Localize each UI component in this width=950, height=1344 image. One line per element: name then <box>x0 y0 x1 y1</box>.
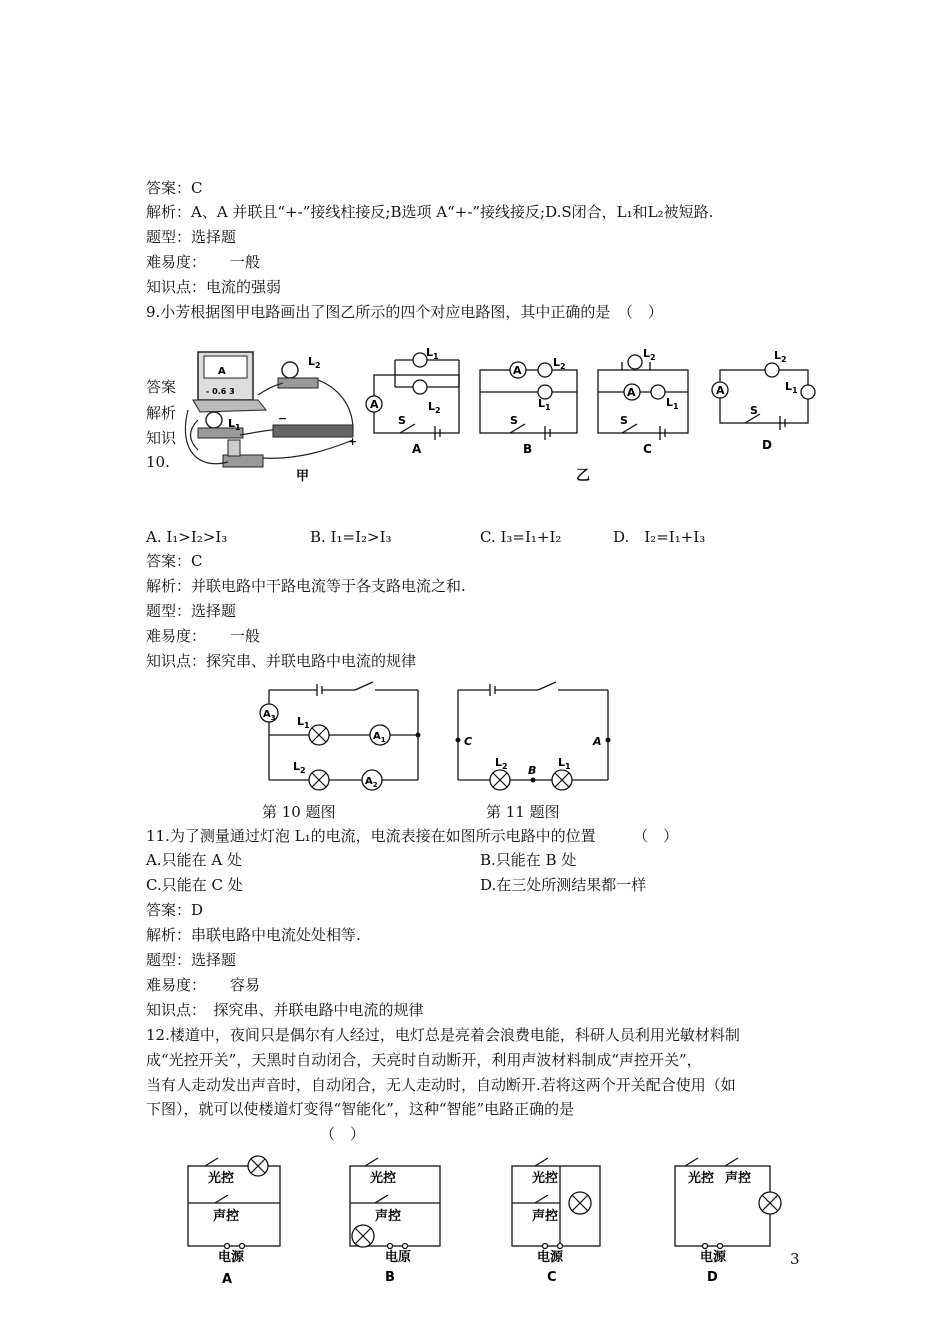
q11-fig-caption: 第 11 题图 <box>486 803 560 821</box>
q12-b-sound: 声控 <box>375 1209 402 1224</box>
q10-analysis: 解析：并联电路中干路电流等于各支路电流之和. <box>146 577 466 595</box>
yi-label-c: C <box>643 442 652 456</box>
q10-option-a: A. I₁>I₂>I₃ <box>146 528 228 546</box>
q10-difficulty: 难易度： 一般 <box>146 627 261 645</box>
svg-text:S: S <box>510 414 518 427</box>
q10-option-b: B. I₁=I₂>I₃ <box>310 528 392 546</box>
q10-fig-caption: 第 10 题图 <box>262 803 336 821</box>
svg-text:L2: $L_2$ <box>774 349 787 364</box>
svg-text:L2: $L_2$ <box>495 756 508 771</box>
svg-text:+: + <box>348 435 358 448</box>
figure-q10-circuit <box>255 680 430 795</box>
svg-text:L2: $L_2$ <box>643 347 656 362</box>
q10-answer: 答案：C <box>146 552 203 570</box>
yi-label-a: A <box>412 442 422 456</box>
q11-option-c: C.只能在 C 处 <box>146 876 243 894</box>
q11-type: 题型：选择题 <box>146 951 237 969</box>
svg-text:L2: $L_2$ <box>553 356 566 371</box>
svg-text:L2: $L_2$ <box>428 400 441 415</box>
q12-a-sound: 声控 <box>213 1209 240 1224</box>
svg-text:A3: $A_3$ <box>263 709 276 722</box>
q8-type: 题型：选择题 <box>146 228 237 246</box>
fig-jia-label: 甲 <box>296 469 310 484</box>
figure-q11-circuit <box>450 680 620 795</box>
svg-text:−: − <box>278 412 288 425</box>
svg-text:S: S <box>620 414 628 427</box>
svg-text:L1: $L_1$ <box>426 346 439 361</box>
svg-text:L1: $L_1$ <box>785 380 798 395</box>
q12-bracket: （ ） <box>320 1125 366 1143</box>
q10-knowledge: 知识点：探究串、并联电路中电流的规律 <box>146 652 417 670</box>
svg-text:A: A <box>218 366 226 377</box>
q10-number: 10. <box>146 453 170 471</box>
svg-text:L1: $L_1$ <box>228 417 241 432</box>
q11-option-a: A.只能在 A 处 <box>146 851 242 869</box>
q12-b-power: 电原 <box>385 1250 412 1265</box>
q9-peek-knowledge: 知识 <box>146 429 177 447</box>
q11-knowledge: 知识点： 探究串、并联电路中电流的规律 <box>146 1001 424 1019</box>
yi-label-d: D <box>762 438 772 452</box>
q12-d-sound: 声控 <box>725 1171 752 1186</box>
q11-analysis: 解析：串联电路中电流处处相等. <box>146 926 361 944</box>
q12-c-sound: 声控 <box>532 1209 559 1224</box>
svg-text:A2: $A_2$ <box>365 776 378 789</box>
figure-q12-circuits <box>180 1148 800 1288</box>
q12-label-b: B <box>385 1270 395 1285</box>
svg-text:S: S <box>750 404 758 417</box>
q10-option-d: D. I₂=I₁+I₃ <box>613 528 706 546</box>
q12-label-c: C <box>547 1270 557 1285</box>
svg-text:A: A <box>716 384 725 397</box>
svg-text:A: A <box>627 386 636 399</box>
q12-d-power: 电源 <box>700 1250 727 1265</box>
svg-text:L1: $L_1$ <box>558 756 571 771</box>
svg-text:- 0.6 3: - 0.6 3 <box>206 387 235 396</box>
svg-text:S: S <box>398 414 406 427</box>
q11-answer: 答案：D <box>146 901 204 919</box>
q12-line-2: 成“光控开关”，天黑时自动闭合，天亮时自动断开，利用声波材料制成“声控开关”， <box>146 1051 702 1069</box>
q9-peek-analysis: 解析 <box>146 404 177 422</box>
svg-text:A1: $A_1$ <box>373 731 386 744</box>
svg-text:L1: $L_1$ <box>666 396 679 411</box>
svg-text:A: A <box>370 398 379 411</box>
q10-option-c: C. I₃=I₁+I₂ <box>480 528 562 546</box>
q12-a-power: 电源 <box>218 1250 245 1265</box>
q12-b-light: 光控 <box>370 1171 397 1186</box>
svg-text:L2: $L_2$ <box>293 760 306 775</box>
q10-type: 题型：选择题 <box>146 602 237 620</box>
figure-yi-circuits <box>360 340 830 485</box>
figure-jia-apparatus <box>178 340 368 495</box>
svg-text:C: C <box>464 735 473 748</box>
svg-text:B: B <box>528 764 537 777</box>
svg-text:L2: $L_2$ <box>308 355 321 370</box>
yi-label-b: B <box>523 442 533 456</box>
q8-knowledge: 知识点：电流的强弱 <box>146 278 282 296</box>
q12-d-light: 光控 <box>688 1171 715 1186</box>
svg-text:A: A <box>513 364 522 377</box>
page-number: 3 <box>790 1250 800 1268</box>
q12-a-light: 光控 <box>208 1171 235 1186</box>
q12-line-4: 下图），就可以使楼道灯变得“智能化”，这种“智能”电路正确的是 <box>146 1100 575 1118</box>
svg-text:L1: $L_1$ <box>538 397 551 412</box>
svg-text:A: A <box>593 735 602 748</box>
q8-difficulty: 难易度： 一般 <box>146 253 261 271</box>
q12-c-power: 电源 <box>537 1250 564 1265</box>
q9-stem: 9.小芳根据图甲电路画出了图乙所示的四个对应电路图，其中正确的是 （ ） <box>146 303 663 321</box>
q12-label-a: A <box>222 1272 233 1287</box>
svg-text:L1: $L_1$ <box>297 715 310 730</box>
q8-answer: 答案：C <box>146 179 203 197</box>
q11-stem: 11.为了测量通过灯泡 L₁的电流，电流表接在如图所示电路中的位置 （ ） <box>146 827 679 845</box>
q12-line-1: 12.楼道中，夜间只是偶尔有人经过，电灯总是亮着会浪费电能，科研人员利用光敏材料制 <box>146 1026 740 1044</box>
q12-line-3: 当有人走动发出声音时，自动闭合，无人走动时，自动断开.若将这两个开关配合使用（如 <box>146 1076 736 1094</box>
q11-difficulty: 难易度： 容易 <box>146 976 261 994</box>
q11-option-b: B.只能在 B 处 <box>480 851 577 869</box>
fig-yi-label: 乙 <box>576 468 590 484</box>
q11-option-d: D.在三处所测结果都一样 <box>480 876 647 894</box>
q8-analysis: 解析：A、A 并联且“+-”接线柱接反;B选项 A“+-”接线接反;D.S闭合，L₁和L₂被短路. <box>146 203 714 221</box>
q9-peek-answer: 答案 <box>146 378 177 396</box>
q12-label-d: D <box>707 1270 718 1285</box>
q12-c-light: 光控 <box>532 1171 559 1186</box>
